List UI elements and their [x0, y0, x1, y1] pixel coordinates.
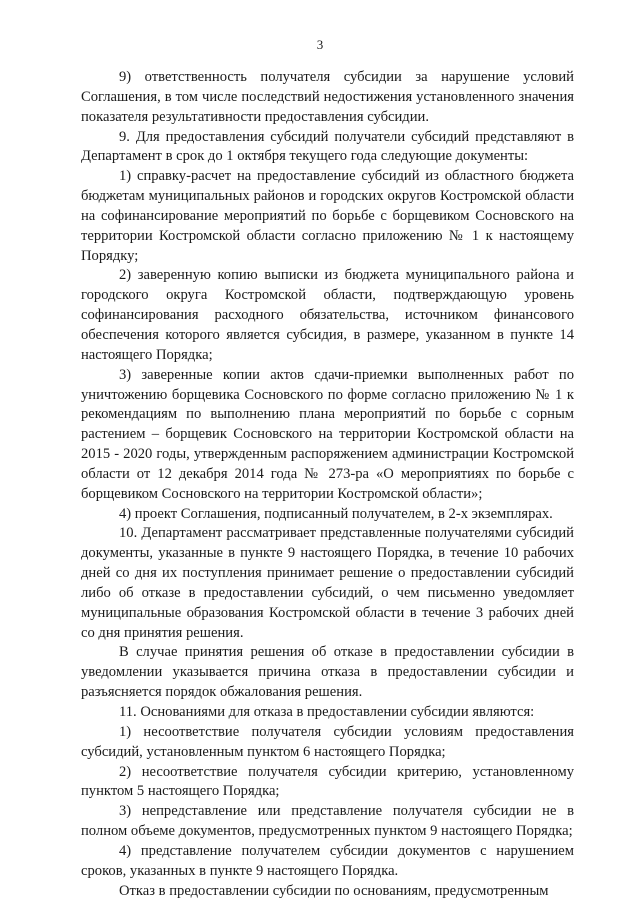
paragraph-ground-1: 1) несоответствие получателя субсидии условиям предоставления субсидий, установленным пунктом 6 настоящего Порядка; [81, 723, 574, 760]
body-text [81, 68, 574, 901]
paragraph-refusal-continuation: Отказ в предоставлении субсидии по основаниям, предусмотренным [119, 882, 549, 899]
paragraph-ground-3: 3) непредставление или представление получателя субсидии не в полном объеме документов, предусмотренных пунктом 9 настоящего Порядка; [81, 803, 574, 840]
paragraph-clause-9: 9. Для предоставления субсидий получатели субсидий представляют в Департамент в срок до 1 октября текущего года следующие документы: [81, 128, 574, 165]
paragraph-doc-1-calculation: 1) справку-расчет на предоставление субсидий из областного бюджета бюджетам муниципальных районов и городских округов Костромской области на софинансирование мероприятий по борьбе с борщевиком Сосновского на территории Костромской области согласно приложению № 1 к настоящему Порядку; [81, 168, 574, 264]
paragraph-ground-2: 2) несоответствие получателя субсидии критерию, установленному пунктом 5 настоящего Порядка; [81, 763, 574, 800]
page-number: 3 [316, 37, 324, 52]
paragraph-clause-11: 11. Основаниями для отказа в предоставлении субсидии являются: [119, 704, 535, 720]
paragraph-ground-4: 4) представление получателем субсидии документов с нарушением сроков, указанных в пункте 9 настоящего Порядка. [81, 842, 574, 879]
paragraph-doc-3-acceptance-acts: 3) заверенные копии актов сдачи-приемки выполненных работ по уничтожению борщевика Сосновского по форме согласно приложению № 1 к рекомендациям по выполнению плана мероприятий по борьбе с сорным растением – борщевик Сосновского на территории Костромской области на 2015 - 2020 годы, утвержденным распоряжением администрации Костромской области от 12 декабря 2014 года № 273-ра «О мероприятиях по борьбе с борщевиком Сосновского на территории Костромской области»; [81, 366, 574, 502]
paragraph-item-9-responsibility: 9) ответственность получателя субсидии за нарушение условий Соглашения, в том числе последствий недостижения установленного значения показателя результативности предоставления субсидии. [81, 69, 574, 125]
paragraph-refusal-notice: В случае принятия решения об отказе в предоставлении субсидии в уведомлении указывается причина отказа в предоставлении субсидии и разъясняется порядок обжалования решения. [81, 644, 574, 701]
paragraph-doc-2-budget-extract: 2) заверенную копию выписки из бюджета муниципального района и городского округа Костромской области, подтверждающую уровень софинансирования расходного обязательства, источником финансового обеспечения которого является субсидия, в размере, указанном в пункте 14 настоящего Порядка; [81, 267, 574, 363]
paragraph-clause-10: 10. Департамент рассматривает представленные получателями субсидий документы, указанные в пункте 9 настоящего Порядка, в течение 10 рабочих дней со дня их поступления принимает решение о предоставлении субсидий либо об отказе в предоставлении субсидий, о чем письменно уведомляет муниципальные образования Костромской области в течение 3 рабочих дней со дня принятия решения. [81, 525, 574, 641]
paragraph-doc-4-agreement-draft: 4) проект Соглашения, подписанный получателем, в 2-х экземплярах. [119, 505, 553, 522]
